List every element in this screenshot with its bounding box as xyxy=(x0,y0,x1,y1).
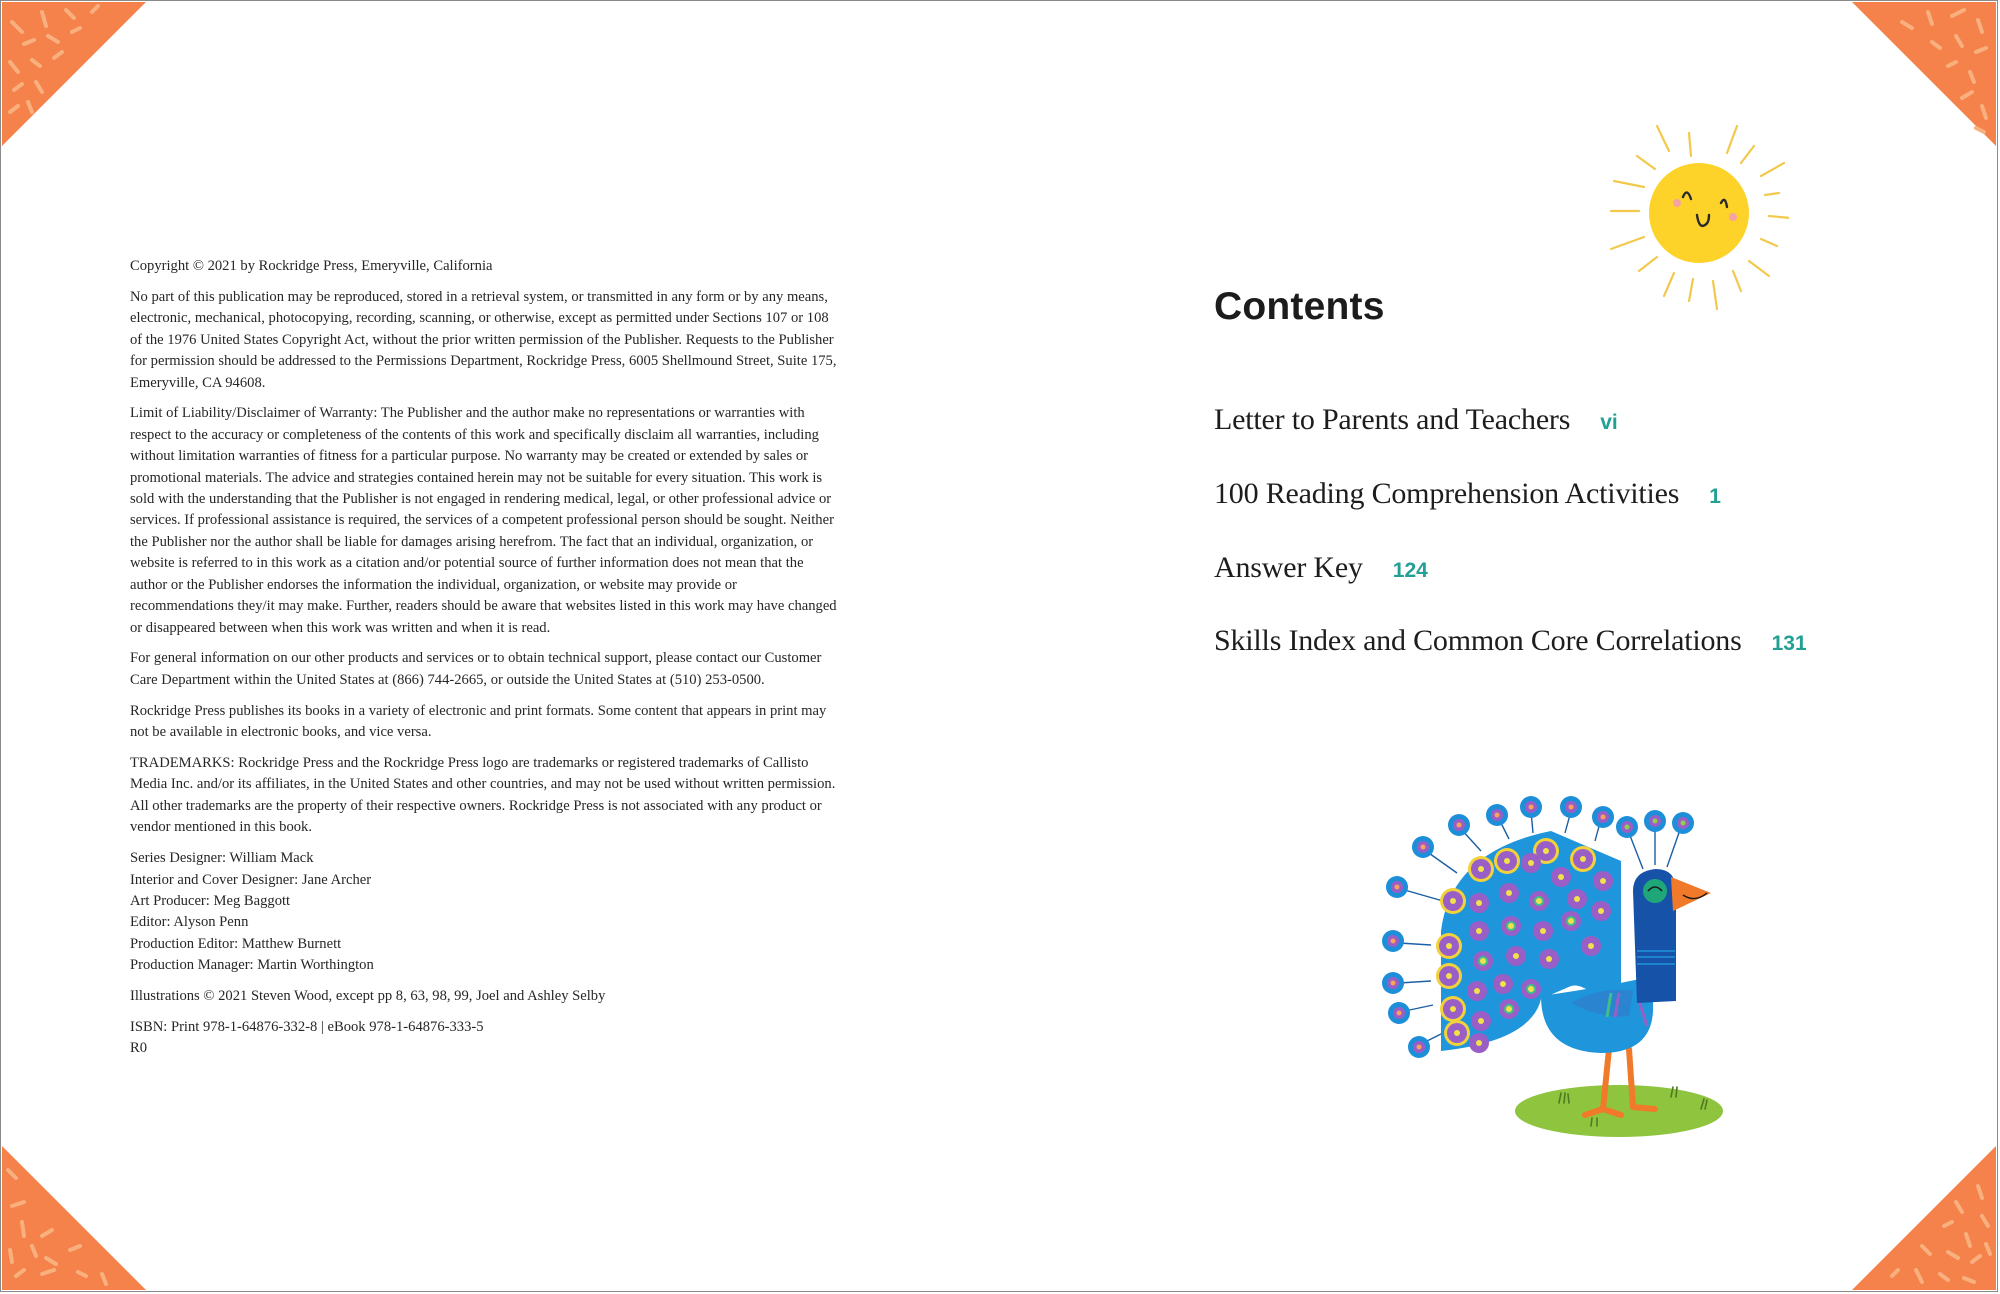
toc-page-number: 124 xyxy=(1392,558,1428,582)
credit-production-manager: Production Manager: Martin Worthington xyxy=(130,957,374,974)
table-of-contents xyxy=(1214,403,1914,698)
credit-production-editor: Production Editor: Matthew Burnett xyxy=(130,935,342,952)
smiling-sun-icon xyxy=(1589,111,1789,311)
formats-notice: Rockridge Press publishes its books in a variety of electronic and print formats. Some content that appears in print may not be available in electronic books, and vice versa. xyxy=(130,702,827,741)
corner-decoration-bottom-left xyxy=(2,1146,146,1290)
corner-decoration-bottom-right xyxy=(1852,1146,1996,1290)
isbn-block xyxy=(130,1017,842,1060)
credit-art-producer: Art Producer: Meg Baggott xyxy=(130,892,291,909)
copyright-page xyxy=(130,256,842,1060)
contents-title: Contents xyxy=(1214,285,1385,328)
toc-entry-label: 100 Reading Comprehension Activities xyxy=(1214,476,1680,510)
isbn-line: ISBN: Print 978-1-64876-332-8 | eBook 978-1-64876-333-5 xyxy=(130,1019,484,1035)
corner-decoration-top-left xyxy=(2,2,146,146)
toc-entry-label: Letter to Parents and Teachers xyxy=(1214,403,1571,436)
toc-entry-label: Answer Key xyxy=(1214,550,1363,584)
illustrations-credit: Illustrations © 2021 Steven Wood, except pp 8, 63, 98, 99, Joel and Ashley Selby xyxy=(130,988,606,1005)
copyright-line: Copyright © 2021 by Rockridge Press, Emeryville, California xyxy=(130,258,493,274)
toc-entry-skills-index[interactable] xyxy=(1214,624,1914,698)
reproduction-notice: No part of this publication may be reproduced, stored in a retrieval system, or transmitted in any form or by any means, electronic, mechanical, photocopying, recording, scanning, or otherwise, except as permitted under Sections 107 or 108 of the 1976 United States Copyright Act, without the prior written permission of the Publisher. Requests to the Publisher for permission should be addressed to the Permissions Department, Rockridge Press, 6005 Shellmound Street, Suite 175, Emeryville, CA 94608. xyxy=(130,288,837,391)
credit-editor: Editor: Alyson Penn xyxy=(130,914,249,931)
credit-interior-cover-designer: Interior and Cover Designer: Jane Archer xyxy=(130,871,372,888)
credits-list xyxy=(130,848,842,976)
liability-disclaimer: Limit of Liability/Disclaimer of Warranty: The Publisher and the author make no representations or warranties with respect to the accuracy or completeness of the contents of this work and specifically disclaim all warranties, including without limitation warranties of fitness for a particular purpose. No warranty may be created or extended by sales or promotional materials. The advice and strategies contained herein may not be suitable for every situation. This work is sold with the understanding that the Publisher is not engaged in rendering medical, legal, or other professional advice or services. If professional assistance is required, the services of a competent professional person should be sought. Neither the Publisher nor the author shall be liable for damages arising herefrom. The fact that an individual, organization, or website is referred to in this work as a citation and/or potential source of further information does not mean that the author or the Publisher endorses the information the individual, organization, or website may provide or recommendations they/it may make. Further, readers should be aware that websites listed in this work may have changed or disappeared between when this work was written and when it is read. xyxy=(130,405,837,636)
customer-care-info: For general information on our other products and services or to obtain technical support, please contact our Customer Care Department within the United States at (866) 744-2665, or outside the United States at (510) 253-0500. xyxy=(130,650,822,688)
peacock-illustration xyxy=(1371,781,1731,1151)
printing-code: R0 xyxy=(130,1040,148,1057)
toc-page-number: vi xyxy=(1600,411,1618,434)
toc-page-number: 131 xyxy=(1771,632,1807,656)
credit-series-designer: Series Designer: William Mack xyxy=(130,850,314,867)
toc-entry-label: Skills Index and Common Core Correlations xyxy=(1214,624,1742,658)
toc-page-number: 1 xyxy=(1709,484,1721,508)
toc-entry-letter[interactable] xyxy=(1214,403,1914,477)
trademarks-notice: TRADEMARKS: Rockridge Press and the Rockridge Press logo are trademarks or registered trademarks of Callisto Media Inc. and/or its affiliates, in the United States and other countries, and may not be used without written permission. All other trademarks are the property of their respective owners. Rockridge Press is not associated with any product or vendor mentioned in this book. xyxy=(130,755,836,836)
corner-decoration-top-right xyxy=(1852,2,1996,146)
toc-entry-answer-key[interactable] xyxy=(1214,551,1914,625)
toc-entry-activities[interactable] xyxy=(1214,477,1914,551)
